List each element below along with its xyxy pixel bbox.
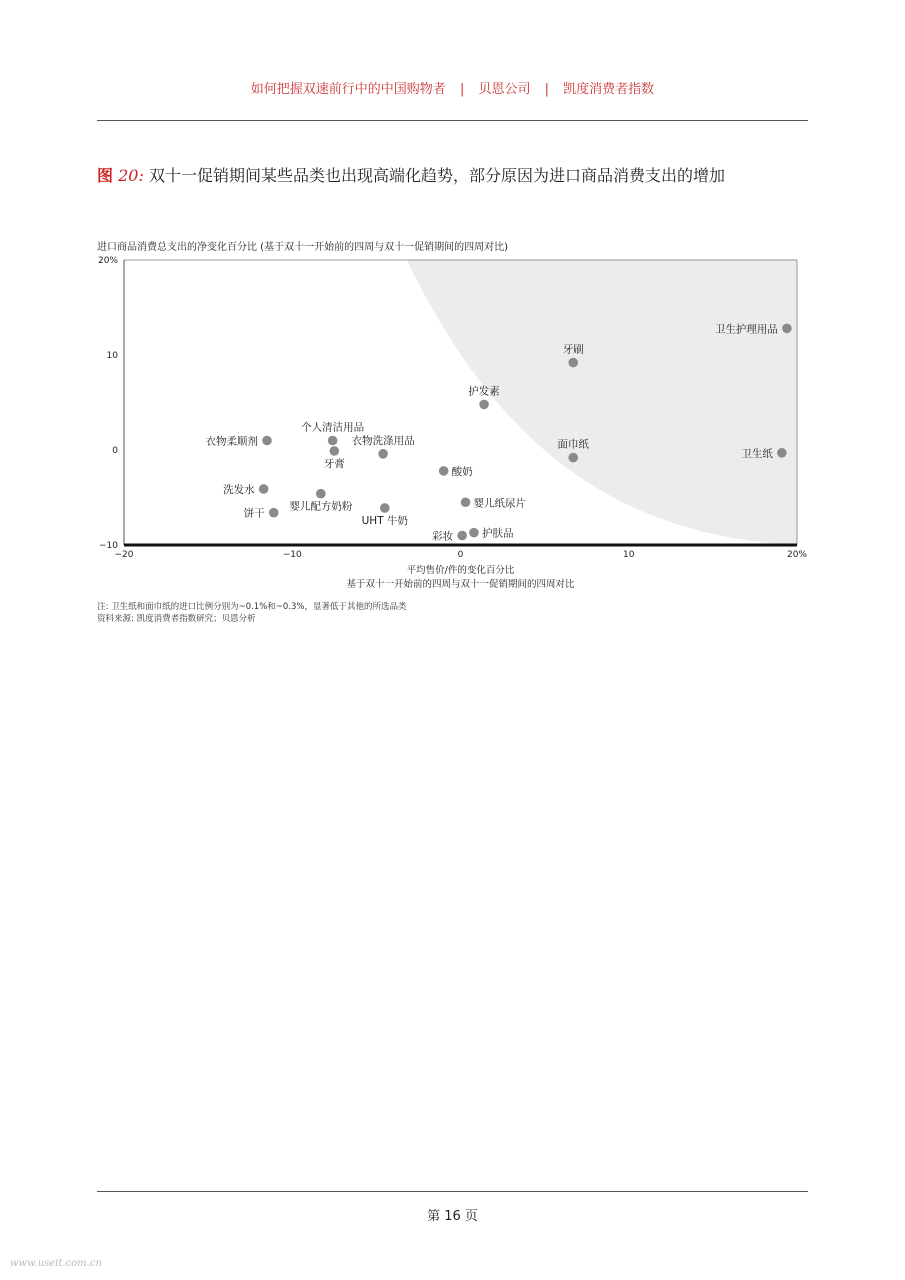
data-label: 个人清洁用品 — [301, 421, 365, 434]
data-point — [782, 324, 792, 334]
figure-caption: 双十一促销期间某些品类也出现高端化趋势，部分原因为进口商品消费支出的增加 — [148, 166, 725, 185]
header-separator: | — [544, 82, 550, 97]
figure-label: 图 — [97, 166, 114, 185]
figure-number: 20: — [118, 166, 144, 185]
data-label: 洗发水 — [223, 483, 255, 496]
watermark: www.useit.com.cn — [10, 1258, 102, 1269]
x-tick-label: 0 — [457, 550, 464, 560]
x-axis-label-2: 基于双十一开始前的四周与双十一促销期间的四周对比 — [346, 579, 575, 590]
data-point — [439, 466, 449, 476]
chart-note: 注: 卫生纸和面巾纸的进口比例分别为~0.1%和~0.3%，显著低于其他的所选品类 — [97, 602, 407, 612]
y-tick-label: 10 — [106, 351, 118, 361]
data-point — [777, 448, 787, 458]
data-label: UHT 牛奶 — [361, 514, 408, 527]
data-label: 衣物柔顺剂 — [205, 435, 259, 448]
x-axis-label: 平均售价/件的变化百分比 — [406, 565, 515, 576]
y-tick-label: 0 — [112, 446, 118, 456]
data-point — [469, 528, 479, 538]
footer-rule — [97, 1191, 808, 1192]
data-label: 饼干 — [243, 507, 265, 520]
data-point — [269, 508, 279, 518]
header-separator: | — [459, 82, 465, 97]
data-label: 牙膏 — [323, 457, 345, 470]
data-label: 婴儿纸尿片 — [473, 497, 527, 510]
page-number: 第 16 页 — [427, 1209, 478, 1224]
data-point — [330, 446, 340, 456]
data-label: 面巾纸 — [557, 438, 589, 451]
header-company: 贝恩公司 — [478, 82, 531, 97]
data-label: 卫生护理用品 — [714, 323, 778, 336]
data-point — [380, 503, 390, 513]
x-tick-label: 10 — [623, 550, 635, 560]
header-index-name: 凯度消费者指数 — [563, 82, 655, 97]
data-point — [461, 497, 471, 507]
data-label: 卫生纸 — [741, 447, 773, 460]
data-label: 酸奶 — [451, 465, 473, 478]
data-label: 护肤品 — [481, 527, 514, 540]
data-label: 护发素 — [468, 385, 500, 398]
x-tick-label: 20% — [786, 550, 808, 560]
data-label: 衣物洗涤用品 — [351, 434, 415, 447]
data-point — [316, 489, 326, 499]
data-point — [262, 436, 272, 446]
y-tick-label: 20% — [97, 256, 118, 266]
x-tick-label: −20 — [114, 550, 134, 560]
data-point — [568, 453, 578, 463]
header-doc-title: 如何把握双速前行中的中国购物者 — [250, 82, 446, 97]
data-point — [328, 436, 338, 446]
x-tick-label: −10 — [282, 550, 302, 560]
data-point — [479, 400, 489, 410]
data-label: 牙刷 — [562, 343, 584, 356]
data-point — [568, 358, 578, 368]
data-point — [378, 449, 388, 459]
data-label: 彩妆 — [432, 530, 454, 543]
chart-source: 资料来源: 凯度消费者指数研究；贝恩分析 — [97, 614, 256, 624]
data-point — [457, 531, 467, 541]
y-tick-label: −10 — [99, 541, 118, 551]
data-point — [259, 484, 269, 494]
data-label: 婴儿配方奶粉 — [289, 500, 353, 513]
chart-title: 进口商品消费总支出的净变化百分比 (基于双十一开始前的四周与双十一促销期间的四周对比) — [97, 242, 508, 253]
